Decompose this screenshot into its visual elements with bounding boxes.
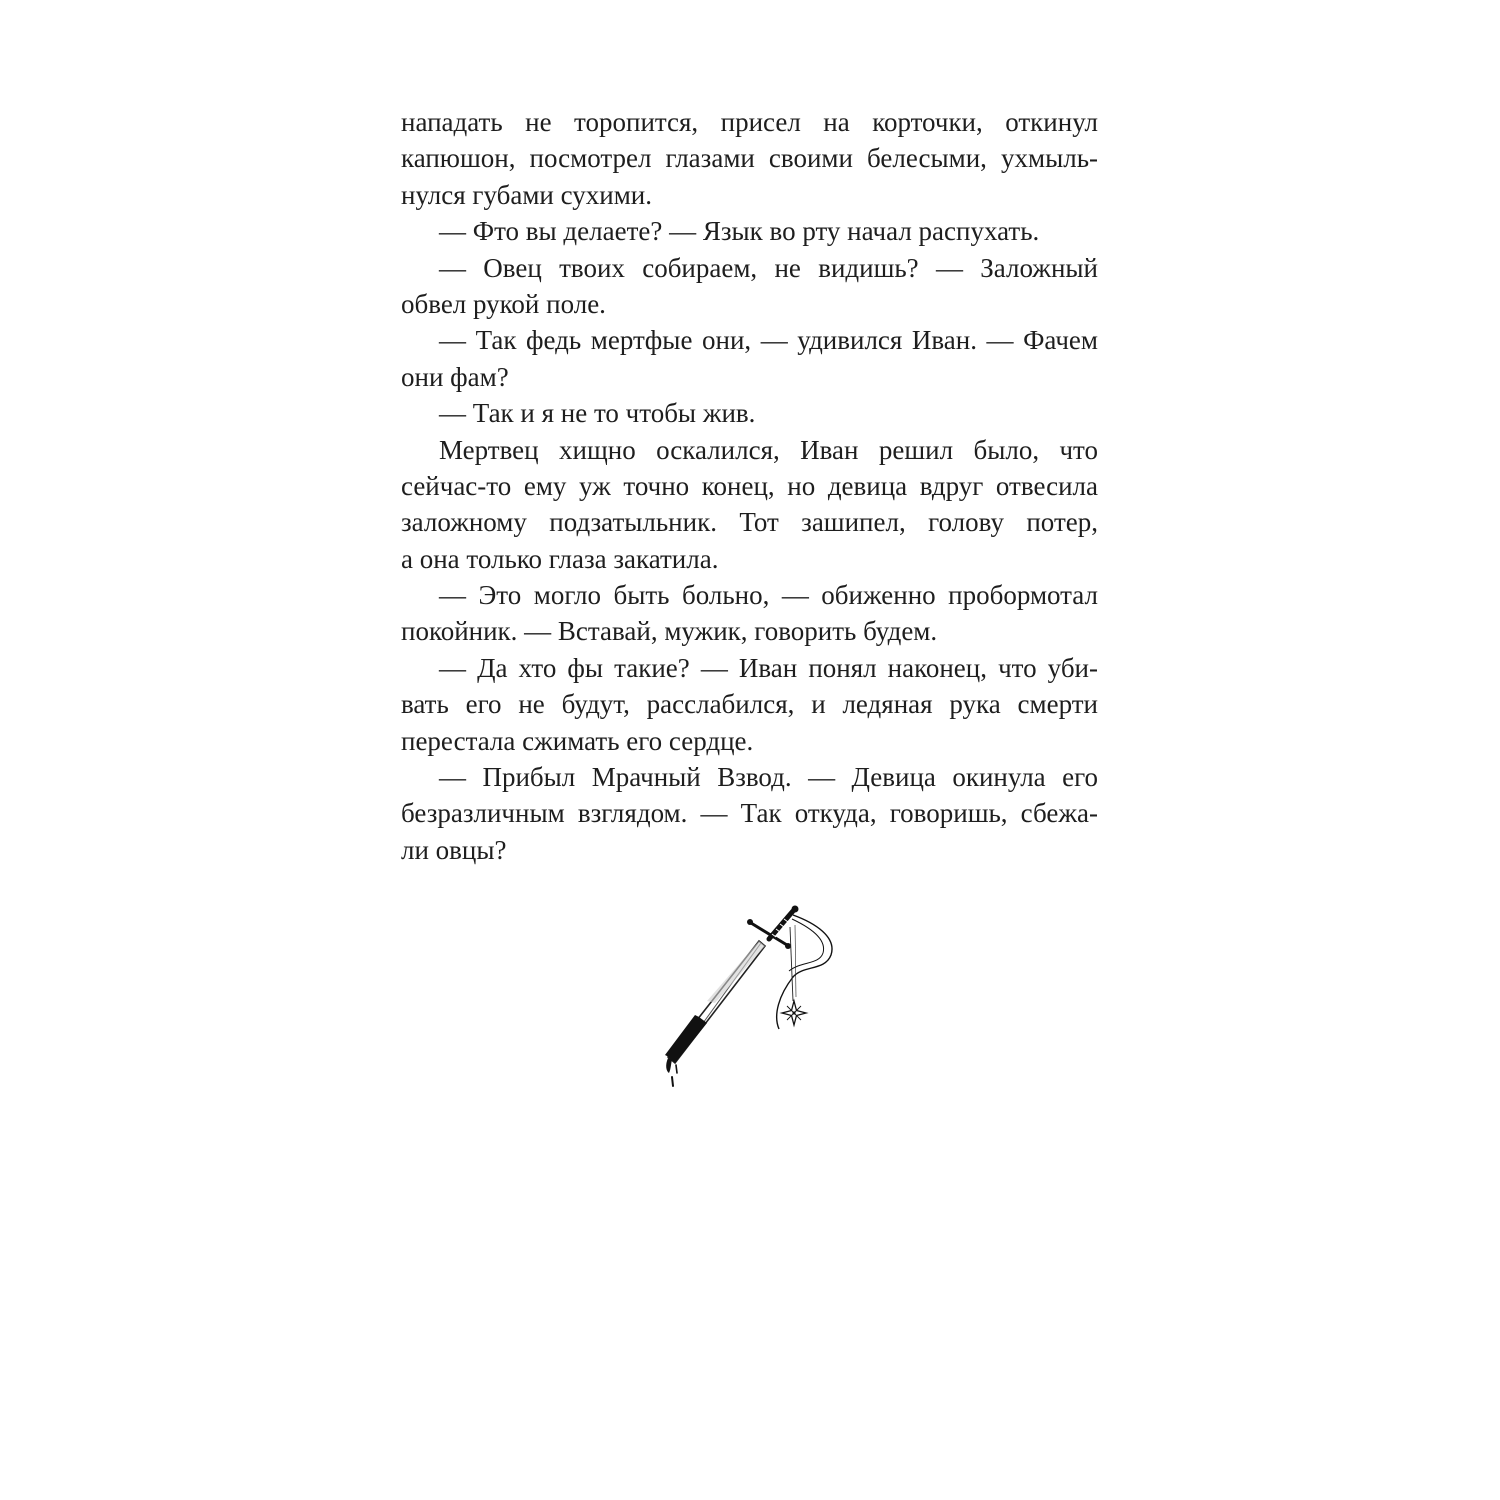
text-line: вать его не будут, расслабился, и ледяная рука смерти [401,689,1098,720]
text-line: — Овец твоих собираем, не видишь? — Заложный [439,252,1098,283]
text-line: обвел рукой поле. [401,288,606,319]
text-line: Мертвец хищно оскалился, Иван решил было, что [439,434,1098,465]
text-line: безразличным взглядом. — Так откуда, говоришь, сбежа- [401,798,1098,829]
text-line: — Это могло быть больно, — обиженно пробормотал [439,580,1098,611]
text-line: нападать не торопится, присел на корточки, откинул [401,107,1098,137]
text-line: покойник. — Вставай, мужик, говорить будем. [401,616,938,647]
text-line: а она только глаза закатила. [401,543,719,574]
sword-with-star-pendant-icon [655,905,845,1090]
text-line: они фам? [401,361,509,392]
text-line: — Так федь мертфые они, — удивился Иван. — Фачем [439,325,1098,356]
text-line: ли овцы? [401,834,507,865]
text-line: нулся губами сухими. [401,179,652,210]
text-line: — Так и я не то чтобы жив. [439,398,756,429]
text-line: перестала сжимать его сердце. [401,725,754,756]
text-line: — Фто вы делаете? — Язык во рту начал распухать. [439,216,1040,247]
body-text [401,104,1098,868]
text-line: заложному подзатыльник. Тот зашипел, голову потер, [401,507,1098,538]
text-line: — Да хто фы такие? — Иван понял наконец, что уби- [439,652,1098,683]
text-line: — Прибыл Мрачный Взвод. — Девица окинула его [439,762,1098,793]
text-line: сейчас-то ему уж точно конец, но девица вдруг отвесила [401,470,1098,501]
text-line: капюшон, посмотрел глазами своими белесыми, ухмыль- [401,143,1098,174]
